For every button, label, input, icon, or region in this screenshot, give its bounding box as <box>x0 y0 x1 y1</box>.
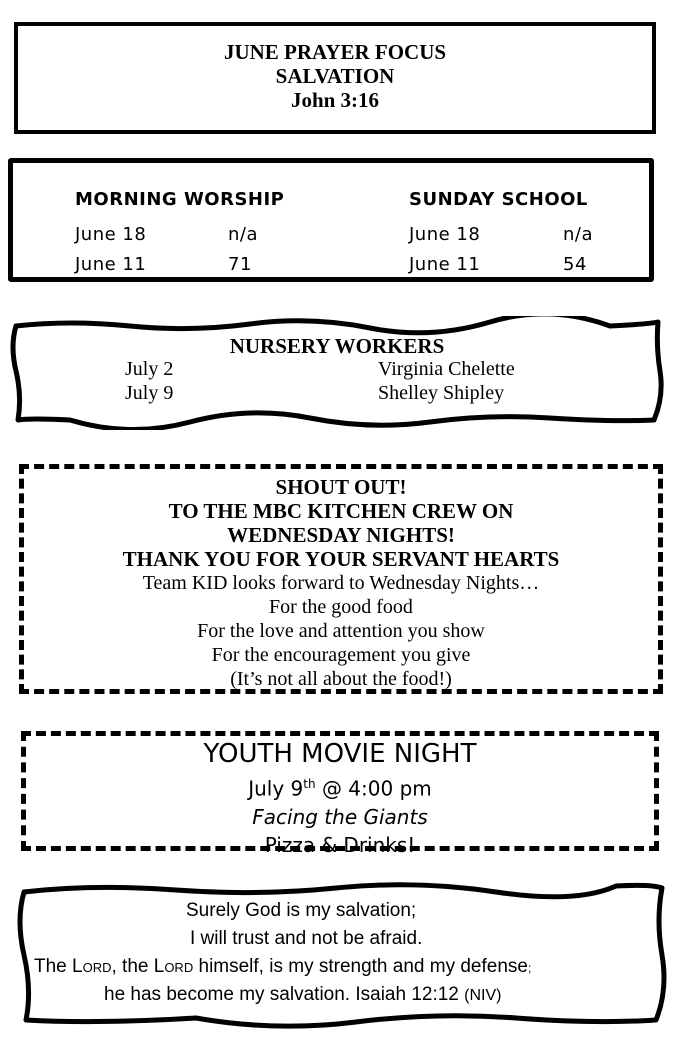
date-suffix: th <box>303 777 316 791</box>
attendance-value: 54 <box>563 254 587 275</box>
youth-movie-name: Facing the Giants <box>252 804 428 829</box>
shout-out-text: For the encouragement you give <box>211 644 471 666</box>
shout-out-box <box>19 464 663 694</box>
attendance-row <box>75 250 335 280</box>
verse-line: I will trust and not be afraid. <box>190 928 423 949</box>
nursery-date: July 2 <box>125 358 174 380</box>
youth-movie-title: YOUTH MOVIE NIGHT <box>203 739 477 769</box>
worship-heading: MORNING WORSHIP <box>75 189 285 210</box>
shout-out-line: TO THE MBC KITCHEN CREW ON <box>168 499 514 523</box>
nursery-title: NURSERY WORKERS <box>229 334 445 358</box>
verse-line: Surely God is my salvation; <box>186 900 417 921</box>
attendance-box <box>8 158 654 282</box>
attendance-value: n/a <box>228 224 259 245</box>
attendance-date: June 11 <box>409 254 481 275</box>
attendance-row <box>75 220 335 250</box>
attendance-row <box>409 250 639 280</box>
shout-out-text: For the love and attention you show <box>197 620 485 642</box>
prayer-focus-verse: John 3:16 <box>290 88 380 112</box>
nursery-worker: Virginia Chelette <box>378 358 515 380</box>
shout-out-text: Team KID looks forward to Wednesday Nights… <box>142 572 540 594</box>
nursery-worker: Shelley Shipley <box>378 382 505 404</box>
verse-box <box>16 880 672 1030</box>
attendance-value: n/a <box>563 224 594 245</box>
verse-text: , the <box>111 956 154 977</box>
verse-lord: Lord <box>153 956 194 977</box>
date-text: July 9 <box>248 776 304 801</box>
prayer-focus-title: JUNE PRAYER FOCUS <box>223 40 447 64</box>
verse-text: The <box>34 956 73 977</box>
shout-out-heading: SHOUT OUT! <box>275 475 407 499</box>
shout-out-text: For the good food <box>269 596 413 618</box>
prayer-focus-topic: SALVATION <box>275 64 395 88</box>
youth-movie-food: Pizza & Drinks! <box>264 832 416 857</box>
sunday-school-attendance <box>409 189 639 280</box>
shout-out-line: THANK YOU FOR YOUR SERVANT HEARTS <box>122 547 560 571</box>
verse-lord: Lord <box>72 956 112 977</box>
nursery-box <box>10 316 664 428</box>
verse-text: himself, is my strength and my defense <box>193 956 528 977</box>
verse-punctuation: ; <box>527 961 532 975</box>
attendance-value: 71 <box>228 254 252 275</box>
attendance-date: June 18 <box>75 224 147 245</box>
verse-line <box>104 984 501 1006</box>
verse-line <box>34 956 531 978</box>
verse-translation: (NIV) <box>464 987 502 1004</box>
youth-movie-box <box>21 731 659 857</box>
attendance-date: June 11 <box>75 254 147 275</box>
youth-movie-date <box>26 770 654 803</box>
attendance-row <box>409 220 639 250</box>
attendance-date: June 18 <box>409 224 481 245</box>
shout-out-line: WEDNESDAY NIGHTS! <box>227 523 455 547</box>
prayer-focus-box <box>14 22 656 134</box>
worship-attendance <box>75 189 335 280</box>
nursery-date: July 9 <box>125 382 174 404</box>
sunday-school-heading: SUNDAY SCHOOL <box>409 189 588 210</box>
verse-text: he has become my salvation. Isaiah 12:12 <box>104 984 465 1005</box>
shout-out-text: (It’s not all about the food!) <box>230 668 452 690</box>
time-text: @ 4:00 pm <box>315 776 432 801</box>
